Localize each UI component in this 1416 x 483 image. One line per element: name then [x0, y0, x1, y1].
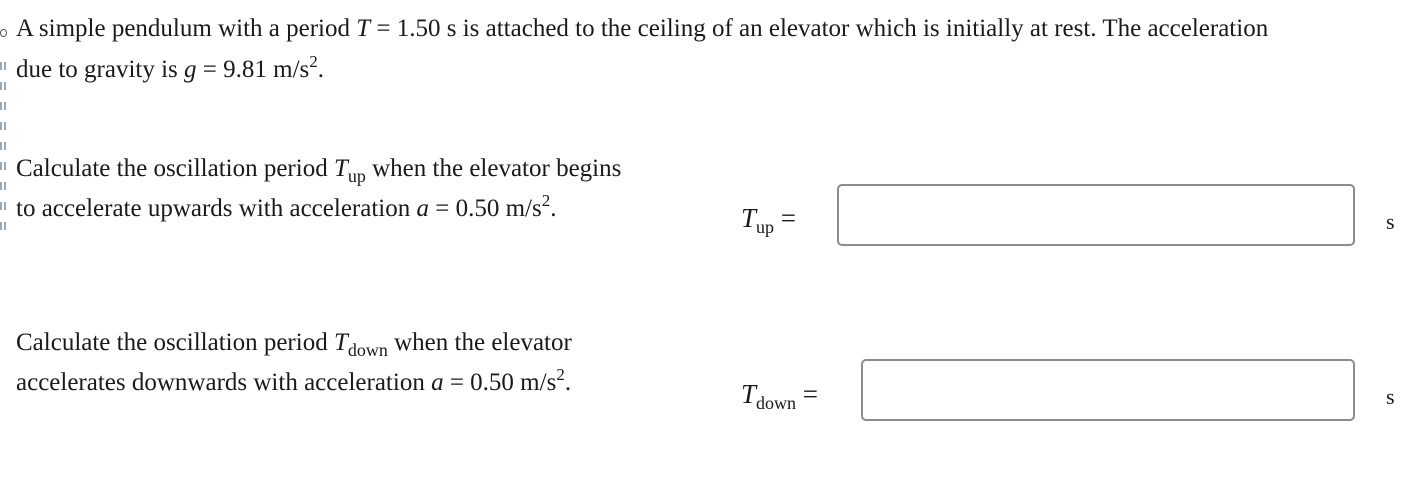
- t-down-unit: s: [1386, 384, 1395, 409]
- question-up-line-1: Calculate the oscillation period $T_{up}$ when the elevator begins: [16, 155, 622, 186]
- t-up-symbol: $T_{up}$: [333, 155, 366, 186]
- acceleration-symbol: a: [431, 369, 444, 396]
- t-down-input[interactable]: [861, 359, 1355, 421]
- acceleration-symbol: a: [416, 195, 429, 222]
- problem-intro-line-2: due to gravity is g = 9.81 $m/s^2$.: [16, 52, 325, 83]
- question-up-line-2: to accelerate upwards with acceleration a = 0.50 $m/s^2$.: [16, 191, 557, 222]
- problem-intro-line-1: A simple pendulum with a period T = 1.50 s is attached to the ceiling of an elevator which is initially at rest. The acceleration: [16, 15, 1269, 42]
- t-down-label: $T_{down}$ =: [741, 379, 819, 413]
- t-up-unit: s: [1386, 209, 1395, 234]
- t-up-input[interactable]: [837, 184, 1355, 246]
- question-down-line-1: Calculate the oscillation period $T_{down}$ when the elevator: [16, 329, 572, 360]
- edge-watermark: [0, 22, 6, 232]
- question-down-line-2: accelerates downwards with acceleration a = 0.50 $m/s^2$.: [16, 365, 572, 396]
- edge-mark: [0, 29, 7, 37]
- t-down-symbol: $T_{down}$: [333, 329, 388, 360]
- period-symbol: T: [356, 15, 371, 42]
- gravity-symbol: g: [184, 56, 197, 83]
- t-up-label: $T_{up}$ =: [741, 203, 797, 237]
